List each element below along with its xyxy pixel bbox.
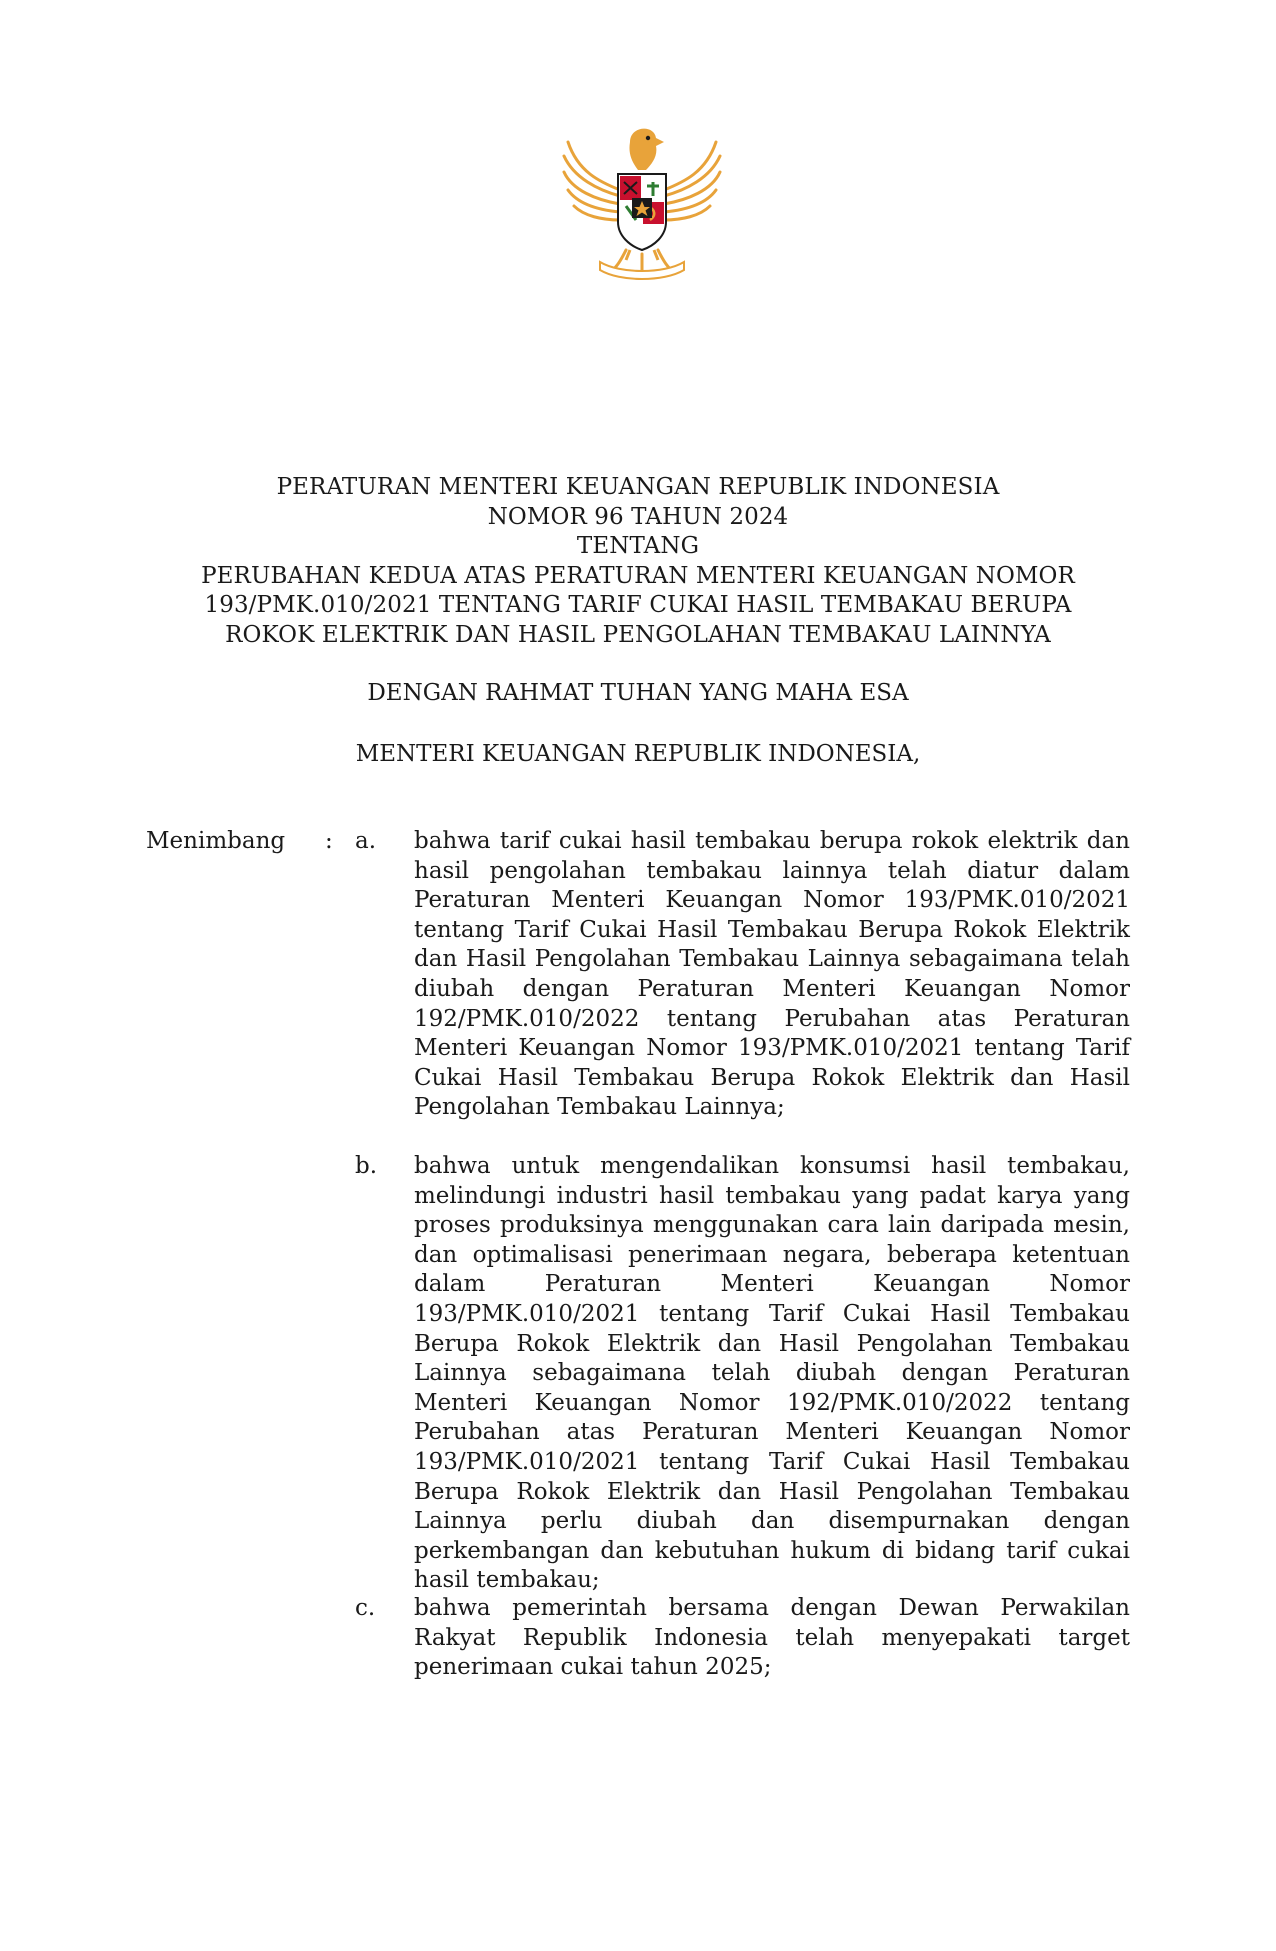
regulation-title-block xyxy=(120,473,1156,651)
regulation-about-label: TENTANG xyxy=(576,533,700,560)
garuda-pancasila-emblem xyxy=(560,112,724,284)
invocation-line: DENGAN RAHMAT TUHAN YANG MAHA ESA xyxy=(367,680,909,706)
regulation-subject-line: 193/PMK.010/2021 TENTANG TARIF CUKAI HASIL TEMBAKAU BERUPA xyxy=(204,592,1072,619)
item-letter-c: c. xyxy=(355,1595,376,1621)
garuda-emblem-graphic xyxy=(560,112,724,284)
consideration-colon: : xyxy=(325,828,333,854)
regulation-number: NOMOR 96 TAHUN 2024 xyxy=(487,503,789,530)
item-letter-a: a. xyxy=(355,828,377,854)
item-letter-b: b. xyxy=(355,1153,378,1179)
consideration-item-a: bahwa tarif cukai hasil tembakau berupa rokok elektrik dan hasil pengolahan tembakau lainnya telah diatur dalam Peraturan Menteri Keuangan Nomor 193/PMK.010/2021 tentang Tarif Cukai Hasil Tembakau Berupa Rokok Elektrik dan Hasil Pengolahan Tembakau Lainnya sebagaimana telah diubah dengan Peraturan Menteri Keuangan Nomor 192/PMK.010/2022 tentang Perubahan atas Peraturan Menteri Keuangan Nomor 193/PMK.010/2021 tentang Tarif Cukai Hasil Tembakau Berupa Rokok Elektrik dan Hasil Pengolahan Tembakau Lainnya; xyxy=(414,828,1130,1121)
regulation-subject-line: ROKOK ELEKTRIK DAN HASIL PENGOLAHAN TEMBAKAU LAINNYA xyxy=(225,621,1051,648)
minister-line: MENTERI KEUANGAN REPUBLIK INDONESIA, xyxy=(355,741,921,767)
consideration-item-c: bahwa pemerintah bersama dengan Dewan Perwakilan Rakyat Republik Indonesia telah menyepakati target penerimaan cukai tahun 2025; xyxy=(414,1595,1130,1681)
consideration-item-b: bahwa untuk mengendalikan konsumsi hasil tembakau, melindungi industri hasil tembakau yang padat karya yang proses produksinya menggunakan cara lain daripada mesin, dan optimalisasi penerimaan negara, beberapa ketentuan dalam Peraturan Menteri Keuangan Nomor 193/PMK.010/2021 tentang Tarif Cukai Hasil Tembakau Berupa Rokok Elektrik dan Hasil Pengolahan Tembakau Lainnya sebagaimana telah diubah dengan Peraturan Menteri Keuangan Nomor 192/PMK.010/2022 tentang Perubahan atas Peraturan Menteri Keuangan Nomor 193/PMK.010/2021 tentang Tarif Cukai Hasil Tembakau Berupa Rokok Elektrik dan Hasil Pengolahan Tembakau Lainnya perlu diubah dan disempurnakan dengan perkembangan dan kebutuhan hukum di bidang tarif cukai hasil tembakau; xyxy=(414,1153,1130,1594)
consideration-label: Menimbang xyxy=(146,828,286,854)
regulation-subject-line: PERUBAHAN KEDUA ATAS PERATURAN MENTERI KEUANGAN NOMOR xyxy=(201,562,1075,589)
regulation-title-line: PERATURAN MENTERI KEUANGAN REPUBLIK INDONESIA xyxy=(276,474,1000,500)
